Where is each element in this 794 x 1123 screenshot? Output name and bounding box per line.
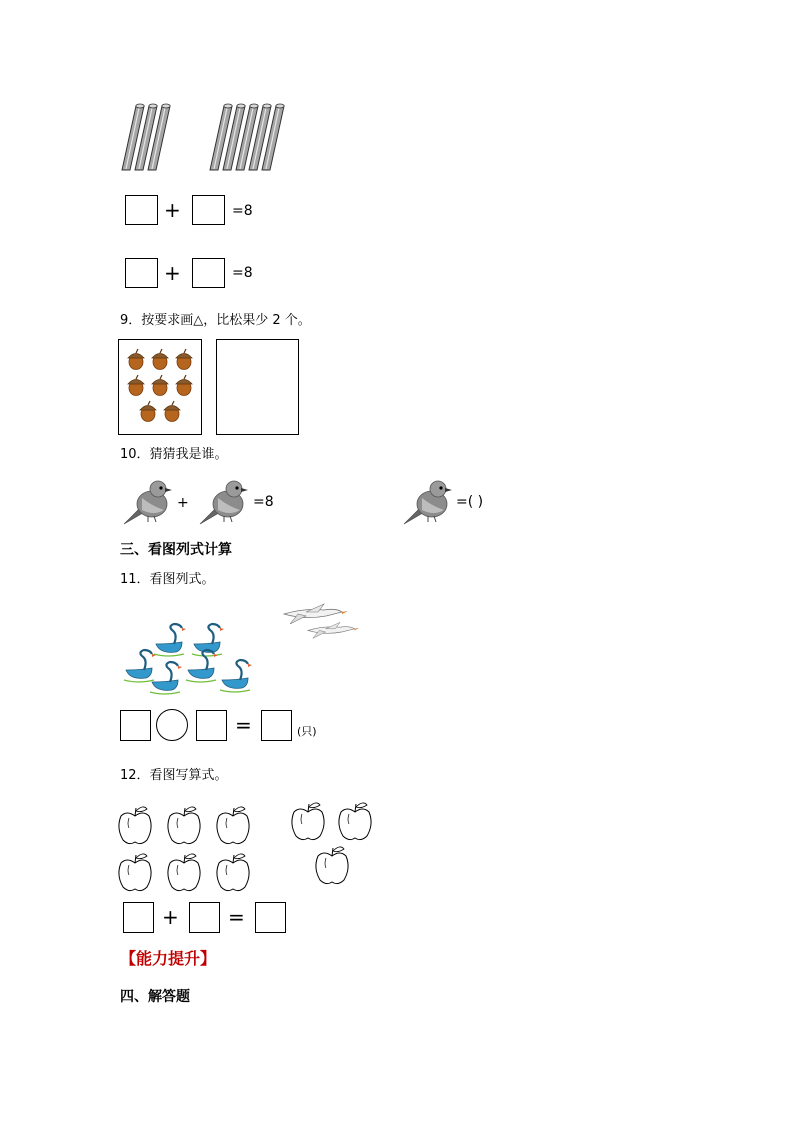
question-12-text: 12．看图写算式。 xyxy=(120,768,228,783)
apple-icon xyxy=(316,847,348,884)
apple-icon xyxy=(217,807,249,844)
section-3-title: 三、看图列式计算 xyxy=(120,542,232,558)
acorns-group xyxy=(118,339,202,435)
swan-icon xyxy=(154,624,186,656)
bird-icon xyxy=(194,476,254,528)
flying-bird-icon xyxy=(284,604,348,624)
acorn-icon xyxy=(128,375,144,396)
plus-sign: + xyxy=(177,495,189,511)
operator-circle[interactable] xyxy=(156,709,188,741)
ability-title: 【能力提升】 xyxy=(120,949,217,968)
answer-box-12b[interactable] xyxy=(189,902,220,933)
swans-group xyxy=(120,622,255,692)
answer-box-12a[interactable] xyxy=(123,902,154,933)
plus-sign: + xyxy=(164,261,181,285)
apple-icon xyxy=(119,807,151,844)
sticks-group-right xyxy=(204,100,304,180)
equals-eight: =8 xyxy=(253,494,274,510)
apple-icon xyxy=(292,803,324,840)
answer-box-2b[interactable] xyxy=(192,258,225,288)
answer-box-11c[interactable] xyxy=(261,710,292,741)
section-4-title: 四、解答题 xyxy=(120,989,190,1005)
flying-birds-group xyxy=(274,596,354,646)
drawing-area-box[interactable] xyxy=(216,339,299,435)
acorn-icon xyxy=(152,349,168,370)
acorn-icon xyxy=(140,401,156,422)
apple-icon xyxy=(217,854,249,891)
acorn-icon xyxy=(176,349,192,370)
answer-box-12c[interactable] xyxy=(255,902,286,933)
acorn-icon xyxy=(128,349,144,370)
sticks-group-left xyxy=(116,100,186,180)
acorn-icon xyxy=(164,401,180,422)
answer-parentheses[interactable]: =( ) xyxy=(456,494,484,510)
question-9-text: 9．按要求画△，比松果少 2 个。 xyxy=(120,313,311,328)
acorn-icon xyxy=(176,375,192,396)
swan-icon xyxy=(220,660,252,692)
bird-icon xyxy=(118,476,178,528)
equals-sign: = xyxy=(228,905,245,929)
swan-icon xyxy=(124,650,156,682)
answer-box-11a[interactable] xyxy=(120,710,151,741)
answer-box-11b[interactable] xyxy=(196,710,227,741)
apple-icon xyxy=(119,854,151,891)
equals-sign: = xyxy=(235,713,252,737)
answer-box-1b[interactable] xyxy=(192,195,225,225)
question-11-text: 11．看图列式。 xyxy=(120,572,215,587)
swan-icon xyxy=(186,650,218,682)
answer-box-1a[interactable] xyxy=(125,195,158,225)
acorn-icon xyxy=(152,375,168,396)
apple-icon xyxy=(168,807,200,844)
apple-icon xyxy=(339,803,371,840)
flying-bird-icon xyxy=(308,622,359,638)
question-10-text: 10．猜猜我是谁。 xyxy=(120,447,228,462)
unit-label: (只) xyxy=(297,725,317,738)
equals-eight: =8 xyxy=(232,265,253,281)
equals-eight: =8 xyxy=(232,203,253,219)
answer-box-2a[interactable] xyxy=(125,258,158,288)
bird-icon xyxy=(398,476,458,528)
apple-icon xyxy=(168,854,200,891)
plus-sign: + xyxy=(162,905,179,929)
swan-icon xyxy=(150,662,182,694)
apples-group-left xyxy=(116,800,256,895)
apples-group-right xyxy=(289,796,374,886)
plus-sign: + xyxy=(164,198,181,222)
